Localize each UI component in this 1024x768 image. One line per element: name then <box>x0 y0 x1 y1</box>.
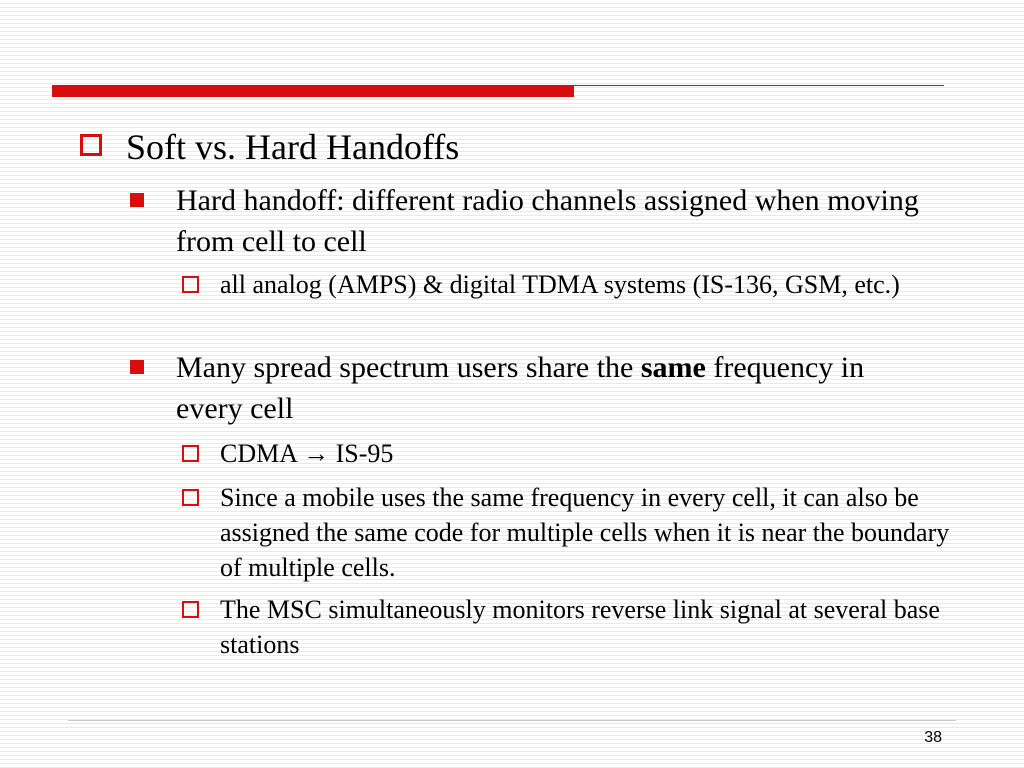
bold-emphasis: same <box>640 351 706 384</box>
subpoint-same-code <box>182 480 962 585</box>
point-text <box>176 347 930 429</box>
filled-square-bullet-icon <box>130 360 144 374</box>
heading-text: Soft vs. Hard Handoffs <box>126 127 460 167</box>
text-segment: frequency in every cell <box>176 351 865 425</box>
hollow-square-bullet-icon <box>80 134 102 156</box>
filled-square-bullet-icon <box>130 193 144 207</box>
point-spread-spectrum <box>130 347 930 429</box>
subpoint-analog-tdma <box>182 267 962 302</box>
header-rule <box>574 85 944 86</box>
text-segment: Many spread spectrum users share the <box>176 351 641 384</box>
hollow-square-bullet-icon <box>182 601 199 618</box>
hollow-square-bullet-icon <box>182 489 199 506</box>
header-accent-bar <box>52 85 574 97</box>
point-text: Hard handoff: different radio channels assigned when moving from cell to cell <box>176 184 919 258</box>
point-hard-handoff <box>130 180 930 262</box>
subpoint-msc-monitor <box>182 592 962 662</box>
footer-rule <box>68 720 956 721</box>
subpoint-text: all analog (AMPS) & digital TDMA systems (IS-136, GSM, etc.) <box>220 270 900 299</box>
subpoint-text: CDMA → IS-95 <box>220 439 394 468</box>
slide-heading <box>80 126 960 168</box>
subpoint-text: The MSC simultaneously monitors reverse link signal at several base stations <box>220 595 940 659</box>
hollow-square-bullet-icon <box>182 445 199 462</box>
page-number: 38 <box>924 729 942 746</box>
subpoint-cdma <box>182 436 962 471</box>
subpoint-text: Since a mobile uses the same frequency in every cell, it can also be assigned the same code for multiple cells when it is near the boundary of multiple cells. <box>220 483 950 582</box>
hollow-square-bullet-icon <box>182 276 199 293</box>
